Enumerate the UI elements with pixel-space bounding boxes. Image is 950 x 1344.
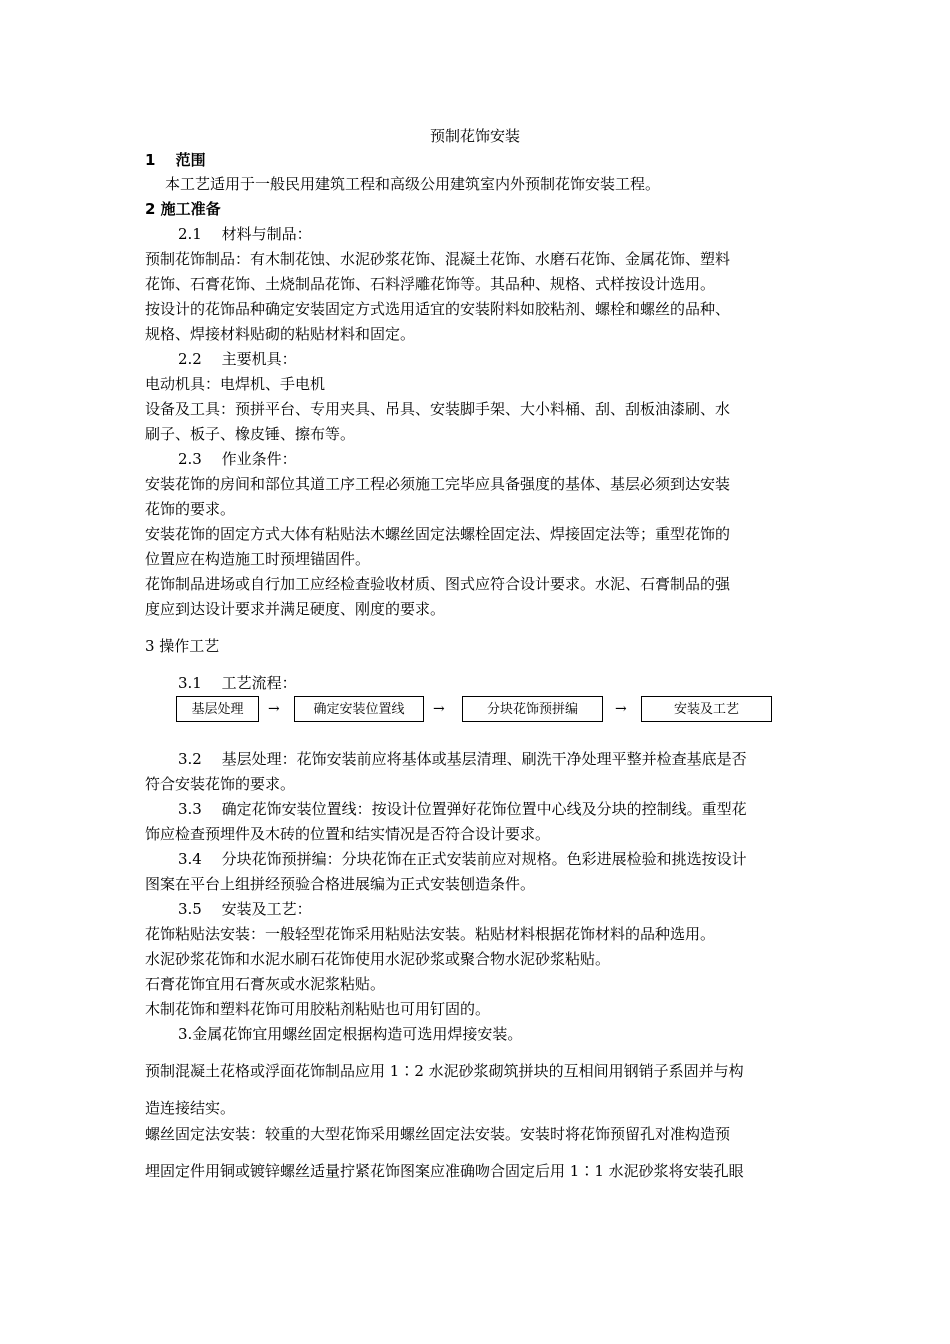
paragraph-line: 花饰、石膏花饰、土烧制品花饰、石料浮雕花饰等。其品种、规格、式样按设计选用。 (145, 275, 716, 293)
paragraph-line: 花饰的要求。 (145, 500, 236, 518)
paragraph-line: 3.2 基层处理：花饰安装前应将基体或基层清理、刷洗干净处理平整并检查基底是否 (178, 750, 747, 768)
section-2-1-heading: 2.1 材料与制品： (178, 225, 312, 243)
paragraph-line: 设备及工具：预拼平台、专用夹具、吊具、安装脚手架、大小料桶、刮、刮板油漆刷、水 (145, 400, 731, 418)
paragraph-line: 刷子、板子、橡皮锤、擦布等。 (145, 425, 356, 443)
paragraph-line: 水泥砂浆花饰和水泥水刷石花饰使用水泥砂浆或聚合物水泥砂浆粘贴。 (145, 950, 611, 968)
paragraph-line: 石膏花饰宜用石膏灰或水泥浆粘贴。 (145, 975, 386, 993)
flow-arrow-icon: → (615, 701, 627, 717)
paragraph-line: 按设计的花饰品种确定安装固定方式选用适宜的安装附料如胶粘剂、螺栓和螺丝的品种、 (145, 300, 731, 318)
flow-step-4: 安装及工艺 (641, 696, 772, 722)
flow-arrow-icon: → (433, 701, 445, 717)
section-2-2-heading: 2.2 主要机具： (178, 350, 297, 368)
section-1-text: 本工艺适用于一般民用建筑工程和高级公用建筑室内外预制花饰安装工程。 (165, 175, 661, 193)
flow-step-3: 分块花饰预拼编 (462, 696, 603, 722)
paragraph-line: 造连接结实。 (145, 1099, 236, 1117)
flow-step-2: 确定安装位置线 (294, 696, 424, 722)
paragraph-line: 预制混凝土花格或浮面花饰制品应用 1∶2 水泥砂浆砌筑拼块的互相间用钢销子系固并与构 (145, 1062, 744, 1080)
section-1-heading: 1 范围 (145, 151, 206, 169)
paragraph-line: 饰应检查预埋件及木砖的位置和结实情况是否符合设计要求。 (145, 825, 551, 843)
flow-arrow-icon: → (268, 701, 280, 717)
paragraph-line: 规格、焊接材料贴砌的粘贴材料和固定。 (145, 325, 416, 343)
paragraph-line: 3.金属花饰宜用螺丝固定根据构造可选用焊接安装。 (178, 1025, 523, 1043)
paragraph-line: 3.4 分块花饰预拼编：分块花饰在正式安装前应对规格。色彩进展检验和挑选按设计 (178, 850, 747, 868)
flow-step-1: 基层处理 (176, 696, 259, 722)
paragraph-line: 花饰粘贴法安装：一般轻型花饰采用粘贴法安装。粘贴材料根据花饰材料的品种选用。 (145, 925, 716, 943)
paragraph-line: 埋固定件用铜或镀锌螺丝适量拧紧花饰图案应准确吻合固定后用 1∶1 水泥砂浆将安装孔眼 (145, 1162, 744, 1180)
page-title: 预制花饰安装 (429, 127, 520, 145)
paragraph-line: 预制花饰制品：有木制花蚀、水泥砂浆花饰、混凝土花饰、水磨石花饰、金属花饰、塑料 (145, 250, 731, 268)
paragraph-line: 花饰制品进场或自行加工应经检查验收材质、图式应符合设计要求。水泥、石膏制品的强 (145, 575, 731, 593)
section-3-5-heading: 3.5 安装及工艺： (178, 900, 312, 918)
paragraph-line: 安装花饰的固定方式大体有粘贴法木螺丝固定法螺栓固定法、焊接固定法等；重型花饰的 (145, 525, 731, 543)
paragraph-line: 电动机具：电焊机、手电机 (145, 375, 326, 393)
section-3-heading: 3 操作工艺 (145, 637, 220, 655)
paragraph-line: 符合安装花饰的要求。 (145, 775, 296, 793)
paragraph-line: 度应到达设计要求并满足硬度、刚度的要求。 (145, 600, 446, 618)
section-2-heading: 2 施工准备 (145, 200, 221, 218)
paragraph-line: 位置应在构造施工时预埋锚固件。 (145, 550, 371, 568)
paragraph-line: 3.3 确定花饰安装位置线：按设计位置弹好花饰位置中心线及分块的控制线。重型花 (178, 800, 747, 818)
paragraph-line: 图案在平台上组拼经预验合格进展编为正式安装刨造条件。 (145, 875, 536, 893)
paragraph-line: 木制花饰和塑料花饰可用胶粘剂粘贴也可用钉固的。 (145, 1000, 491, 1018)
section-3-1-heading: 3.1 工艺流程： (178, 674, 297, 692)
paragraph-line: 螺丝固定法安装：较重的大型花饰采用螺丝固定法安装。安装时将花饰预留孔对准构造预 (145, 1125, 731, 1143)
section-2-3-heading: 2.3 作业条件： (178, 450, 297, 468)
paragraph-line: 安装花饰的房间和部位其道工序工程必须施工完毕应具备强度的基体、基层必须到达安装 (145, 475, 731, 493)
